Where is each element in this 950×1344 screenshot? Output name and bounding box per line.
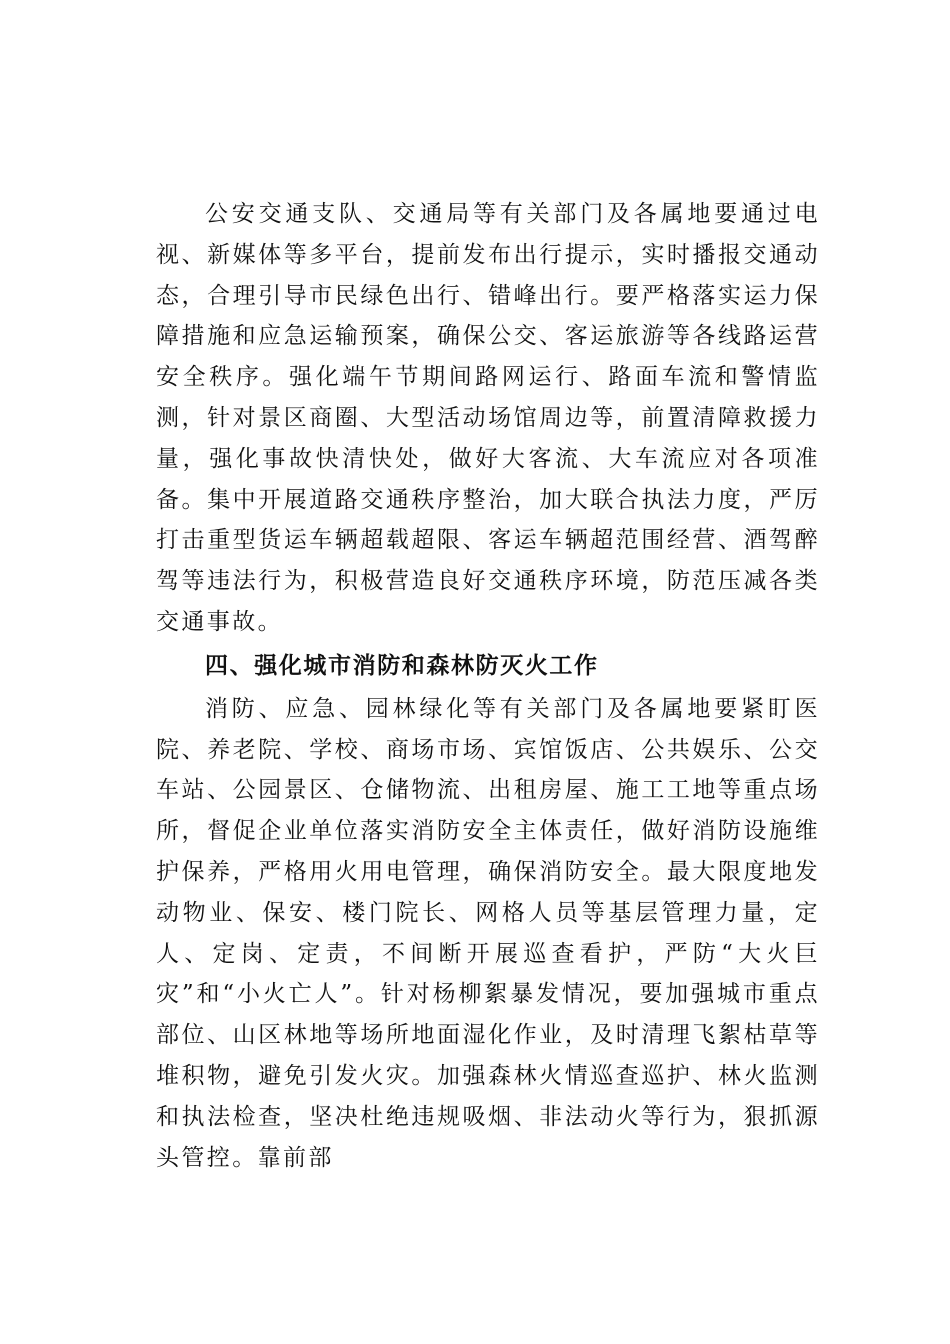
document-body	[156, 194, 820, 1178]
section-heading: 四、强化城市消防和森林防灭火工作	[205, 652, 599, 679]
paragraph-traffic: 公安交通支队、交通局等有关部门及各属地要通过电视、新媒体等多平台，提前发布出行提示，实时播报交通动态，合理引导市民绿色出行、错峰出行。要严格落实运力保障措施和应急运输预案，确保公交、客运旅游等各线路运营安全秩序。强化端午节期间路网运行、路面车流和警情监测，针对景区商圈、大型活动场馆周边等，前置清障救援力量，强化事故快清快处，做好大客流、大车流应对各项准备。集中开展道路交通秩序整治，加大联合执法力度，严厉打击重型货运车辆超载超限、客运车辆超范围经营、酒驾醉驾等违法行为，积极营造良好交通秩序环境，防范压减各类交通事故。	[156, 201, 820, 635]
paragraph-fire-safety: 消防、应急、园林绿化等有关部门及各属地要紧盯医院、养老院、学校、商场市场、宾馆饭店、公共娱乐、公交车站、公园景区、仓储物流、出租房屋、施工工地等重点场所，督促企业单位落实消防安全主体责任，做好消防设施维护保养，严格用火用电管理，确保消防安全。最大限度地发动物业、保安、楼门院长、网格人员等基层管理力量，定人、定岗、定责，不间断开展巡查看护，严防“大火巨灾”和“小火亡人”。针对杨柳絮暴发情况，要加强城市重点部位、山区林地等场所地面湿化作业，及时清理飞絮枯草等堆积物，避免引发火灾。加强森林火情巡查巡护、林火监测和执法检查，坚决杜绝违规吸烟、非法动火等行为，狠抓源头管控。靠前部	[156, 695, 820, 1171]
